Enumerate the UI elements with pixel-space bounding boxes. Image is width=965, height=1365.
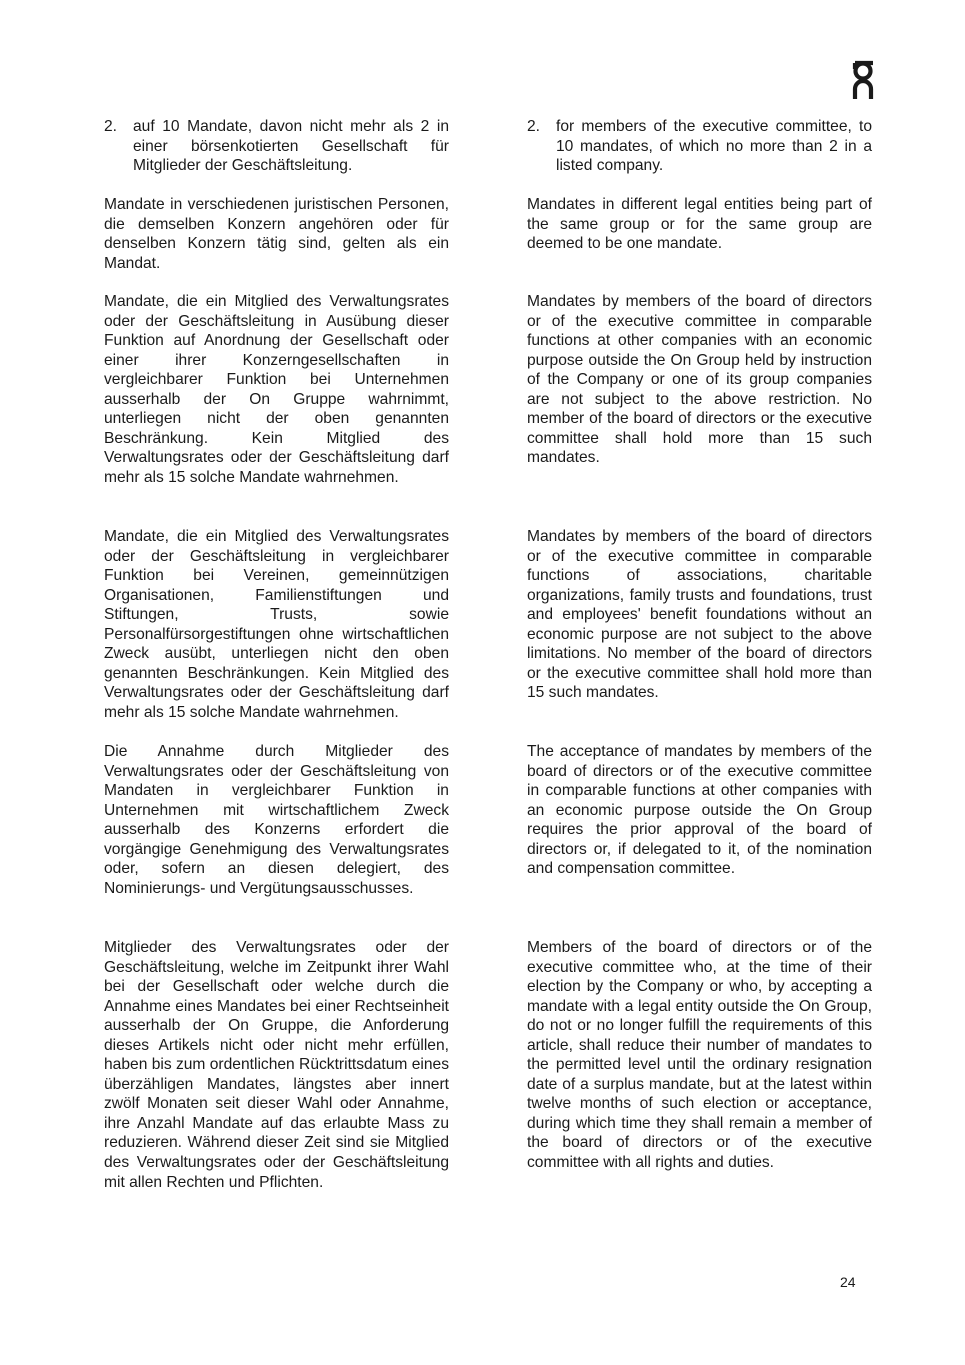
english-paragraph-1: Mandates in different legal entities being part of the same group or for the same group are deemed to be one mandate. (527, 196, 872, 253)
english-list-number: 2. (527, 118, 541, 135)
german-paragraph-5: Mitglieder des Verwaltungsrates oder der Geschäftsleitung, welche im Zeitpunkt ihrer Wahl bei der Gesellschaft oder welche durch die Annahme eines Mandates bei einer Rechtseinheit ausserhalb der On Gruppe, die Anforderung dieses Artikels nicht oder nicht mehr erfüllen, haben bis zum ordentlichen Rücktrittsdatum eines überzähligen Mandates, längstes aber innert zwölf Monaten seit dieser Wahl oder Annahme, ihre Anzahl Mandate auf das erlaubte Mass zu reduzieren. Während dieser Zeit sind sie Mitglied des Verwaltungsrates oder der Geschäftsleitung mit allen Rechten und Pflichten. (104, 939, 449, 1191)
german-list-item (104, 117, 449, 176)
english-paragraph-4: The acceptance of mandates by members of the board of directors or of the executive committee in comparable functions at other companies with an economic purpose outside the On Group requires the prior approval of the board of directors or, if delegated to it, of the nomination and compensation committee. (527, 743, 872, 878)
german-paragraph-1: Mandate in verschiedenen juristischen Personen, die demselben Konzern angehören oder für denselben Konzern tätig sind, gelten als ein Mandat. (104, 196, 449, 272)
english-list-item (527, 117, 872, 176)
english-list-text: for members of the executive committee, to 10 mandates, of which no more than 2 in a listed company. (556, 118, 872, 175)
on-logo-icon (848, 58, 878, 100)
german-paragraph-3: Mandate, die ein Mitglied des Verwaltungsrates oder der Geschäftsleitung in vergleichbarer Funktion bei Vereinen, gemeinnützigen Organisationen, Familienstiftungen und Stiftungen, Trusts, sowie Personalfürsorgestiftungen ohne wirtschaftlichen Zweck ausübt, unterliegen nicht den oben genannten Beschränkungen. Kein Mitglied des Verwaltungsrates oder der Geschäftsleitung darf mehr als 15 solche Mandate wahrnehmen. (104, 528, 449, 721)
german-list-text: auf 10 Mandate, davon nicht mehr als 2 in einer börsenkotierten Gesellschaft für Mitglieder der Geschäftsleitung. (133, 118, 449, 175)
english-paragraph-3: Mandates by members of the board of directors or of the executive committee in comparable functions of associations, charitable organizations, family trusts and foundations, trust and employees' benefit foundations without an economic purpose are not subject to the above limitations. No member of the board of directors or the executive committee shall hold more than 15 such mandates. (527, 528, 872, 702)
german-list-number: 2. (104, 118, 118, 135)
german-paragraph-4: Die Annahme durch Mitglieder des Verwaltungsrates oder der Geschäftsleitung von Mandaten in vergleichbarer Funktion in Unternehmen mit wirtschaftlichem Zweck ausserhalb des Konzerns erfordert die vorgängige Genehmigung des Verwaltungsrates oder, sofern an diesen delegiert, des Nominierungs- und Vergütungsausschusses. (104, 743, 449, 897)
english-paragraph-5: Members of the board of directors or of the executive committee who, at the time of their election by the Company or who, by accepting a mandate with a legal entity outside the On Group, do not or no longer fulfill the requirements of this article, shall reduce their number of mandates to the permitted level until the ordinary resignation date of a surplus mandate, but at the latest within twelve months of such election or acceptance, during which time they shall remain a member of the board of directors or of the executive committee with all rights and duties. (527, 939, 872, 1172)
english-paragraph-2: Mandates by members of the board of directors or of the executive committee in comparable functions at other companies with an economic purpose outside the On Group held by instruction of the Company or one of its group companies are not subject to the above restriction. No member of the board of directors or the executive committee shall hold more than 15 such mandates. (527, 293, 872, 467)
page-number: 24 (840, 1274, 856, 1290)
german-paragraph-2: Mandate, die ein Mitglied des Verwaltungsrates oder der Geschäftsleitung in Ausübung dieser Funktion auf Anordnung der Gesellschaft oder einer ihrer Konzerngesellschaften in vergleichbarer Funktion bei Unternehmen ausserhalb der On Gruppe wahrnimmt, unterliegen nicht der oben genannten Beschränkung. Kein Mitglied des Verwaltungsrates oder der Geschäftsleitung darf mehr als 15 solche Mandate wahrnehmen. (104, 293, 449, 486)
